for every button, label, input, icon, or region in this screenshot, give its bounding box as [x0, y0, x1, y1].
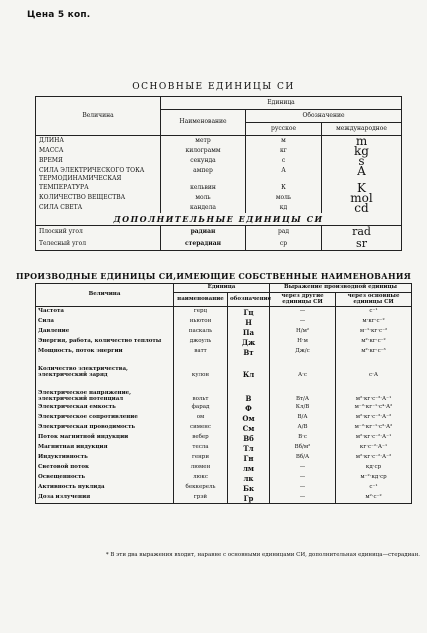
base-units-table: [35, 96, 402, 251]
unit-name-cell: килограмм: [161, 146, 246, 156]
via-other-cell: Н/м²: [270, 327, 336, 337]
via-other-cell: —: [270, 307, 336, 318]
derived-unit-row: [36, 473, 412, 483]
quantity-cell: Доза излучения: [36, 493, 174, 504]
via-other-cell: Вт/А: [270, 379, 336, 403]
quantity-cell: Поток магнитной индукции: [36, 433, 174, 443]
header-quantity: Величина: [36, 97, 161, 136]
header-designation: Обозначение: [246, 110, 402, 123]
via-other-cell: —: [270, 317, 336, 327]
base-unit-row: [36, 203, 402, 213]
quantity-cell: Электрическая проводимость: [36, 423, 174, 433]
international-symbol-cell: K: [322, 183, 402, 193]
designation-cell: Ом: [228, 413, 270, 423]
via-other-cell: А·с: [270, 357, 336, 379]
designation-cell: Ф: [228, 403, 270, 413]
unit-name-cell: джоуль: [174, 337, 228, 347]
international-symbol-cell: sr: [322, 238, 402, 251]
russian-symbol-cell: [246, 176, 322, 183]
unit-name-cell: герц: [174, 307, 228, 318]
via-base-cell: кг·с⁻²·А⁻¹: [336, 443, 412, 453]
via-other-cell: —: [270, 463, 336, 473]
via-other-cell: Дж/с: [270, 347, 336, 357]
unit-name-cell: тесла: [174, 443, 228, 453]
unit-name-cell: секунда: [161, 156, 246, 166]
quantity-cell: МАССА: [36, 146, 161, 156]
russian-symbol-cell: рад: [246, 226, 322, 239]
quantity-cell: Освещенность: [36, 473, 174, 483]
designation-cell: В: [228, 379, 270, 403]
header-unit: Единица: [174, 284, 270, 293]
via-other-cell: В·с: [270, 433, 336, 443]
base-unit-row: [36, 193, 402, 203]
quantity-cell: СИЛА СВЕТА: [36, 203, 161, 213]
designation-cell: лк: [228, 473, 270, 483]
designation-cell: Тл: [228, 443, 270, 453]
quantity-cell: Количество электричества, электрический заряд: [36, 357, 174, 379]
footnote: * В эти два выражения входит, наравне с основными единицами СИ, дополнительная единица—стерадиан.: [105, 552, 420, 558]
unit-name-cell: грэй: [174, 493, 228, 504]
quantity-cell: Электрическая емкость: [36, 403, 174, 413]
unit-name-cell: сименс: [174, 423, 228, 433]
russian-symbol-cell: с: [246, 156, 322, 166]
quantity-cell: Мощность, поток энергии: [36, 347, 174, 357]
russian-symbol-cell: моль: [246, 193, 322, 203]
russian-symbol-cell: кд: [246, 203, 322, 213]
quantity-cell: ДЛИНА: [36, 136, 161, 147]
unit-name-cell: беккерель: [174, 483, 228, 493]
header-designation: обозначение: [228, 292, 270, 307]
quantity-cell: Плоский угол: [36, 226, 161, 239]
unit-name-cell: паскаль: [174, 327, 228, 337]
derived-unit-row: [36, 337, 412, 347]
designation-cell: Н: [228, 317, 270, 327]
via-other-cell: Вб/А: [270, 453, 336, 463]
unit-name-cell: кулон: [174, 357, 228, 379]
derived-unit-row: [36, 493, 412, 504]
unit-name-cell: [161, 176, 246, 183]
via-base-cell: м²·кг·с⁻³·А⁻²: [336, 413, 412, 423]
unit-name-cell: люмен: [174, 463, 228, 473]
derived-units-table: [35, 283, 412, 504]
designation-cell: Гр: [228, 493, 270, 504]
via-base-cell: с⁻¹: [336, 307, 412, 318]
designation-cell: Гн: [228, 453, 270, 463]
designation-cell: Кл: [228, 357, 270, 379]
quantity-cell: Активность нуклида: [36, 483, 174, 493]
derived-unit-row: [36, 423, 412, 433]
unit-name-cell: кандела: [161, 203, 246, 213]
derived-unit-row: [36, 357, 412, 379]
unit-name-cell: ампер: [161, 166, 246, 176]
quantity-cell: ТЕМПЕРАТУРА: [36, 183, 161, 193]
derived-unit-row: [36, 379, 412, 403]
via-base-cell: м²·кг·с⁻³: [336, 347, 412, 357]
quantity-cell: ВРЕМЯ: [36, 156, 161, 166]
via-base-cell: кд·ср: [336, 463, 412, 473]
supplementary-title-row: [36, 213, 402, 226]
quantity-cell: Энергия, работа, количество теплоты: [36, 337, 174, 347]
quantity-cell: Световой поток: [36, 463, 174, 473]
russian-symbol-cell: А: [246, 166, 322, 176]
via-base-cell: с·А: [336, 357, 412, 379]
via-other-cell: —: [270, 473, 336, 483]
quantity-cell: Индуктивность: [36, 453, 174, 463]
via-other-cell: В/А: [270, 413, 336, 423]
via-other-cell: А/В: [270, 423, 336, 433]
derived-unit-row: [36, 403, 412, 413]
quantity-cell: Электрическое сопротивление: [36, 413, 174, 423]
unit-name-cell: генри: [174, 453, 228, 463]
unit-name-cell: метр: [161, 136, 246, 147]
via-base-cell: м²·кг·с⁻²·А⁻¹: [336, 433, 412, 443]
designation-cell: Па: [228, 327, 270, 337]
unit-name-cell: фарад: [174, 403, 228, 413]
via-base-cell: м⁻²·кг⁻¹·с³·А²: [336, 423, 412, 433]
designation-cell: Вб: [228, 433, 270, 443]
unit-name-cell: стерадиан: [161, 238, 246, 251]
quantity-cell: КОЛИЧЕСТВО ВЕЩЕСТВА: [36, 193, 161, 203]
unit-name-cell: ватт: [174, 347, 228, 357]
via-other-cell: —: [270, 483, 336, 493]
via-base-cell: м²·кг·с⁻³·А⁻¹: [336, 379, 412, 403]
designation-cell: Гц: [228, 307, 270, 318]
derived-unit-row: [36, 433, 412, 443]
international-symbol-cell: A: [322, 166, 402, 176]
international-symbol-cell: m: [322, 136, 402, 147]
designation-cell: См: [228, 423, 270, 433]
header-expression: Выражение производной единицы: [270, 284, 412, 293]
supplementary-unit-row: [36, 226, 402, 239]
derived-unit-row: [36, 463, 412, 473]
russian-symbol-cell: м: [246, 136, 322, 147]
designation-cell: Бк: [228, 483, 270, 493]
header-via-other: через другие единицы СИ: [270, 292, 336, 307]
via-base-cell: м²·кг·с⁻²: [336, 337, 412, 347]
base-unit-row: [36, 183, 402, 193]
derived-unit-row: [36, 413, 412, 423]
via-other-cell: —: [270, 493, 336, 504]
unit-name-cell: моль: [161, 193, 246, 203]
supplementary-units-title: ДОПОЛНИТЕЛЬНЫЕ ЕДИНИЦЫ СИ: [36, 213, 402, 226]
derived-unit-row: [36, 307, 412, 318]
derived-unit-row: [36, 347, 412, 357]
header-quantity: Величина: [36, 284, 174, 307]
quantity-cell: Частота: [36, 307, 174, 318]
derived-unit-row: [36, 483, 412, 493]
designation-cell: Дж: [228, 337, 270, 347]
via-other-cell: Кл/В: [270, 403, 336, 413]
quantity-cell: Давление: [36, 327, 174, 337]
via-other-cell: Вб/м²: [270, 443, 336, 453]
header-russian: русское: [246, 123, 322, 136]
base-unit-row: [36, 156, 402, 166]
supplementary-unit-row: [36, 238, 402, 251]
designation-cell: лм: [228, 463, 270, 473]
base-units-title: ОСНОВНЫЕ ЕДИНИЦЫ СИ: [132, 82, 295, 92]
quantity-cell: СИЛА ЭЛЕКТРИЧЕСКОГО ТОКА: [36, 166, 161, 176]
header-unit: Единица: [161, 97, 402, 110]
unit-name-cell: вольт: [174, 379, 228, 403]
unit-name-cell: ньютон: [174, 317, 228, 327]
via-base-cell: м⁻²·кд·ср: [336, 473, 412, 483]
via-base-cell: м²·с⁻²: [336, 493, 412, 504]
via-base-cell: м⁻²·кг⁻¹·с⁴·А²: [336, 403, 412, 413]
header-via-base: через основные единицы СИ: [336, 292, 412, 307]
international-symbol-cell: cd: [322, 203, 402, 213]
international-symbol-cell: kg: [322, 146, 402, 156]
quantity-cell: Сила: [36, 317, 174, 327]
quantity-cell: Телесный угол: [36, 238, 161, 251]
unit-name-cell: кельвин: [161, 183, 246, 193]
unit-name-cell: радиан: [161, 226, 246, 239]
unit-name-cell: люкс: [174, 473, 228, 483]
international-symbol-cell: rad: [322, 226, 402, 239]
russian-symbol-cell: кг: [246, 146, 322, 156]
via-base-cell: с⁻¹: [336, 483, 412, 493]
derived-unit-row: [36, 443, 412, 453]
via-base-cell: м⁻¹·кг·с⁻²: [336, 327, 412, 337]
base-unit-row: [36, 146, 402, 156]
international-symbol-cell: s: [322, 156, 402, 166]
derived-unit-row: [36, 317, 412, 327]
price-label: Цена 5 коп.: [27, 10, 91, 20]
russian-symbol-cell: ср: [246, 238, 322, 251]
derived-unit-row: [36, 327, 412, 337]
via-base-cell: м·кг·с⁻²: [336, 317, 412, 327]
base-unit-row: [36, 136, 402, 147]
international-symbol-cell: mol: [322, 193, 402, 203]
quantity-cell: Электрическое напряжение, электрический потенциал: [36, 379, 174, 403]
via-base-cell: м²·кг·с⁻²·А⁻²: [336, 453, 412, 463]
base-unit-row: [36, 176, 402, 183]
quantity-cell: Магнитная индукция: [36, 443, 174, 453]
derived-units-title: ПРОИЗВОДНЫЕ ЕДИНИЦЫ СИ,ИМЕЮЩИЕ СОБСТВЕННЫЕ НАИМЕНОВАНИЯ: [15, 271, 412, 281]
russian-symbol-cell: К: [246, 183, 322, 193]
derived-unit-row: [36, 453, 412, 463]
header-name: Наименование: [161, 110, 246, 136]
unit-name-cell: вебер: [174, 433, 228, 443]
header-name: наименование: [174, 292, 228, 307]
quantity-cell: ТЕРМОДИНАМИЧЕСКАЯ: [36, 176, 161, 183]
via-other-cell: Н·м: [270, 337, 336, 347]
unit-name-cell: ом: [174, 413, 228, 423]
header-international: международное: [322, 123, 402, 136]
designation-cell: Вт: [228, 347, 270, 357]
